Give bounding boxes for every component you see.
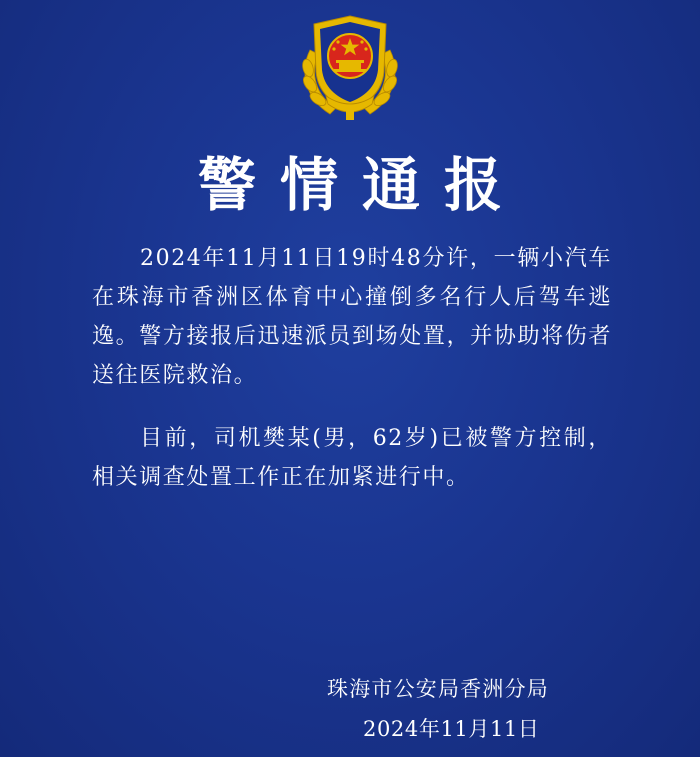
notice-paragraph-1: 2024年11月11日19时48分许，一辆小汽车在珠海市香洲区体育中心撞倒多名行人后驾车逃逸。警方接报后迅速派员到场处置，并协助将伤者送往医院救治。 xyxy=(92,246,612,388)
notice-title: 警情通报 xyxy=(197,151,526,219)
notice-paragraph-2: 目前，司机樊某(男，62岁)已被警方控制，相关调查处置工作正在加紧进行中。 xyxy=(92,426,612,490)
issuing-organization: 珠海市公安局香洲分局 xyxy=(327,677,549,701)
issue-date: 2024年11月11日 xyxy=(363,717,540,741)
police-emblem-icon xyxy=(296,12,404,126)
